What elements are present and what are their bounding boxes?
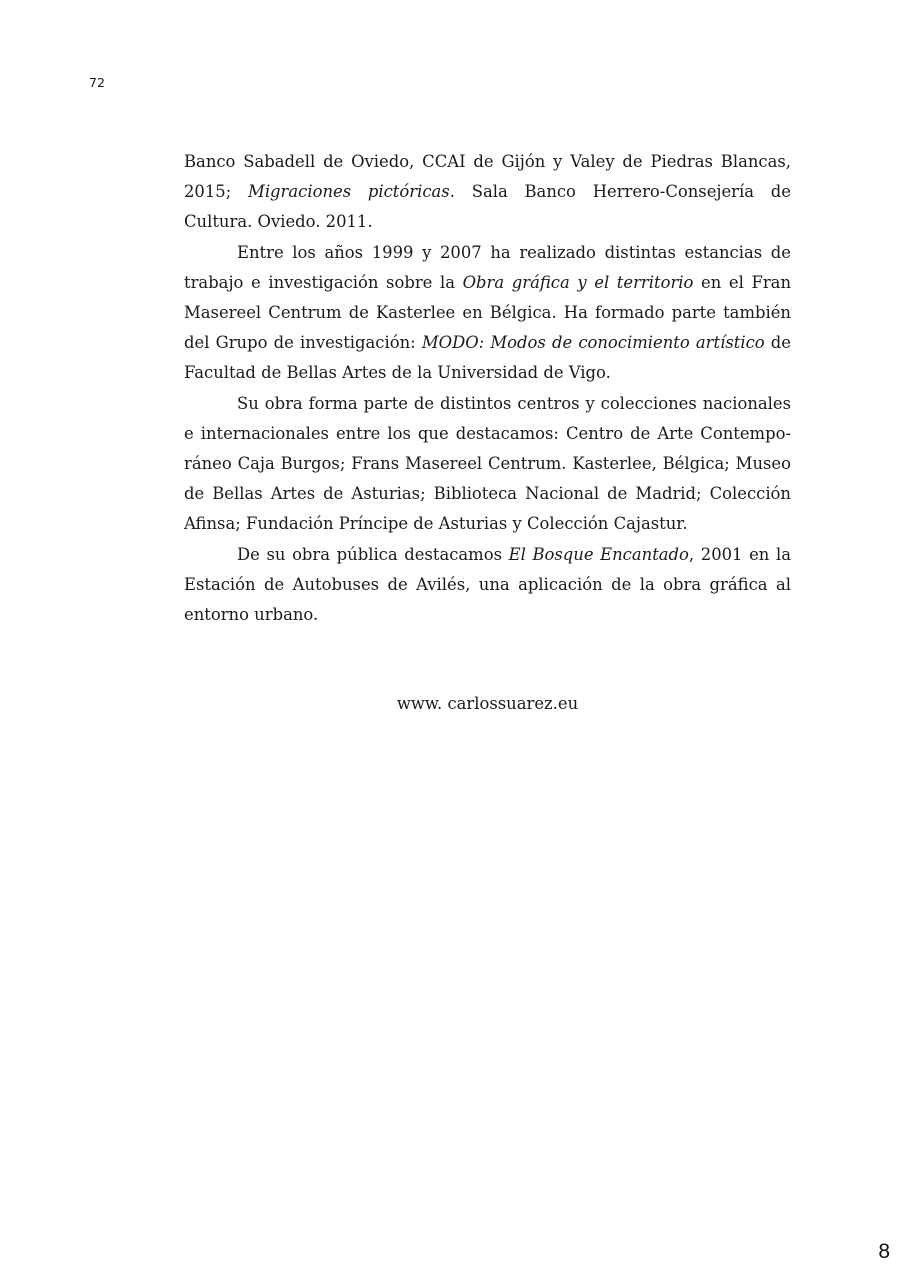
italic-title: MODO: Modos de conocimiento artístico bbox=[421, 333, 765, 353]
text-run: De su obra pública destacamos bbox=[237, 544, 509, 564]
paragraph bbox=[184, 238, 791, 389]
text-run: . Sala Banco Herrero-Consejería de Cultura. Oviedo. 2011. bbox=[184, 182, 792, 232]
text-run: en el Fran Masereel Centrum de Kasterlee en Bélgica. Ha formado parte también del Grupo de investigación: bbox=[184, 272, 792, 353]
text-run: Banco Sabadell de Oviedo, CCAI de Gijón y Valey de Piedras Blancas, 2015; bbox=[184, 152, 791, 202]
text-run: , 2001 en la Estación de Autobuses de Avilés, una aplicación de la obra gráfica al entorno urbano. bbox=[184, 544, 791, 625]
text-run: de Facultad de Bellas Artes de la Universidad de Vigo. bbox=[184, 333, 791, 383]
body-text bbox=[184, 147, 791, 630]
text-run: Entre los años 1999 y 2007 ha realizado distintas estancias de trabajo e investigación sobre la bbox=[184, 242, 791, 292]
italic-title: Obra gráfica y el territorio bbox=[462, 272, 694, 292]
paragraph bbox=[184, 147, 791, 238]
paragraph bbox=[184, 389, 791, 540]
website-url: www. carlossuarez.eu bbox=[396, 694, 579, 713]
italic-title: El Bosque Encantado bbox=[508, 544, 689, 564]
italic-title: Migraciones pictóricas bbox=[248, 182, 450, 202]
text-run: Su obra forma parte de distintos centros y colecciones nacionales e internacionales entre los que destacamos: Centro de Arte Contemporáneo Caja Burgos; Frans Masereel Centrum. Kasterlee, Bélgica; Museo de Bellas Artes de Asturias; Biblioteca Nacional de Madrid; Colección Afinsa; Fundación Príncipe de Asturias y Colección Cajastur. bbox=[184, 393, 791, 534]
corner-page-number: 8 bbox=[878, 1240, 890, 1263]
paragraph bbox=[184, 540, 791, 631]
page-number: 72 bbox=[89, 75, 105, 90]
